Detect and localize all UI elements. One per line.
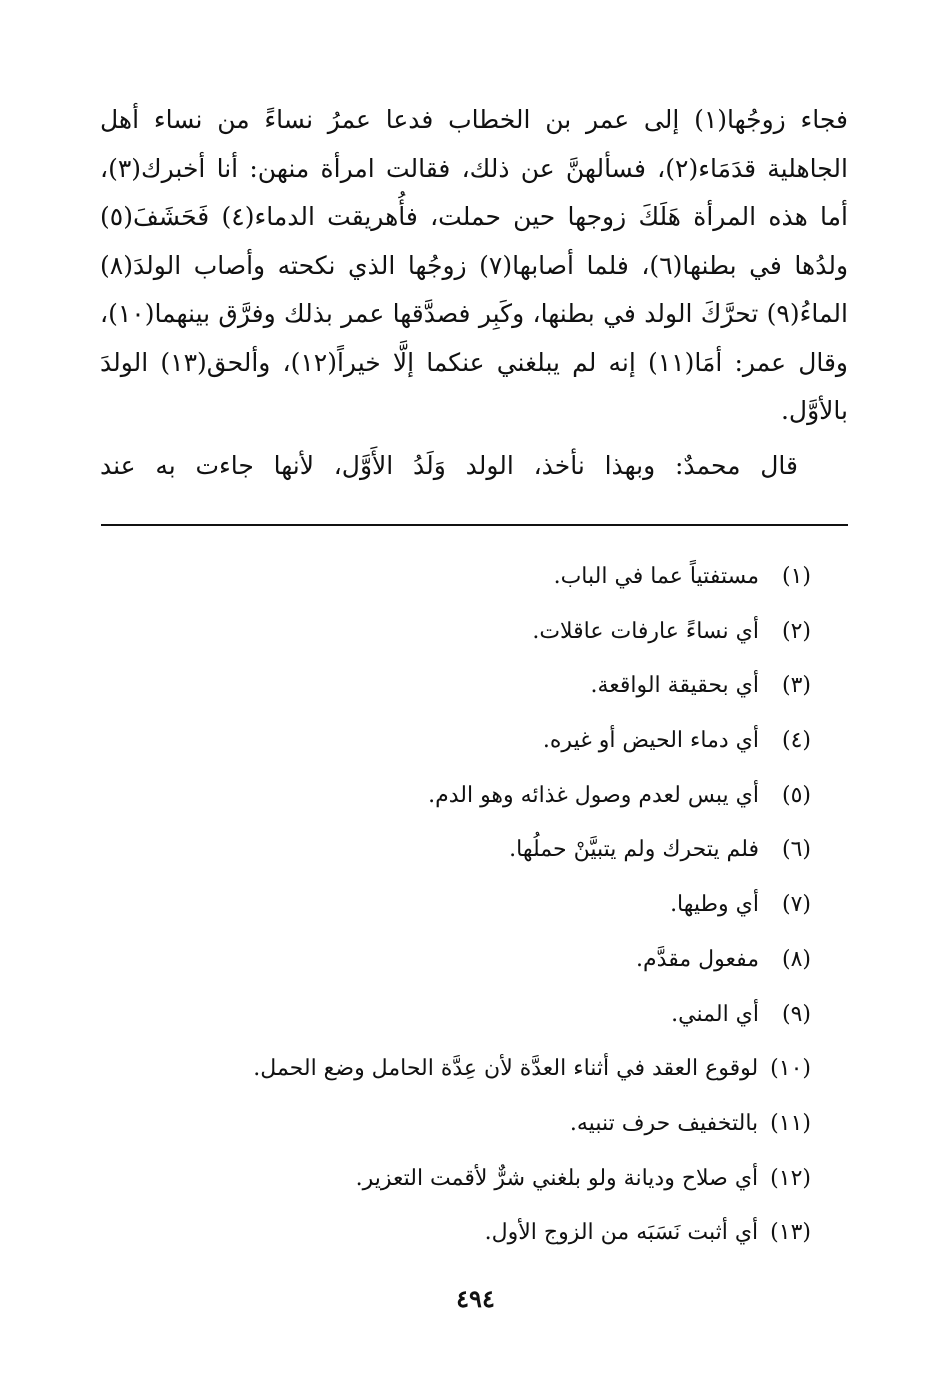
footnote-text: مستفتياً عما في الباب. xyxy=(553,564,759,589)
footnote-text: فلم يتحرك ولم يتبيَّنْ حملُها. xyxy=(509,837,759,863)
footnote-number: (٥) xyxy=(781,782,811,808)
footnote-number: (٢) xyxy=(781,618,811,644)
footnotes-list xyxy=(171,550,811,1261)
footnote-number: (١٣) xyxy=(770,1220,811,1246)
footnote-number: (١١) xyxy=(770,1110,811,1136)
footnote-6 xyxy=(171,823,811,878)
footnote-text: أي المني. xyxy=(671,1001,759,1027)
footnote-13 xyxy=(171,1206,811,1261)
footnote-number: (١) xyxy=(781,564,811,589)
footnote-number: (٨) xyxy=(781,946,811,972)
footnote-9 xyxy=(171,988,811,1043)
footnote-11 xyxy=(171,1097,811,1152)
body-paragraph-1: فجاء زوجُها(١) إلى عمر بن الخطاب فدعا عمرُ نساءً من نساء أهل الجاهلية قدَمَاء(٢)، فسألهنَّ عن ذلك، فقالت امرأة منهن: أنا أخبرك(٣)، أما هذه المرأة هَلَكَ زوجها حين حملت، فأُهريقت الدماء(٤) فَحَشَفَ(٥) ولدُها في بطنها(٦)، فلما أصابها(٧) زوجُها الذي نكحته وأصاب الولدَ(٨) الماءُ(٩) تحرَّكَ الولد في بطنها، وكَبِر فصدَّقها عمر بذلك وفرَّق بينهما(١٠)، وقال عمر: أمَا(١١) إنه لم يبلغني عنكما إلَّا خيراً(١٢)، وألحق(١٣) الولدَ بالأوَّل. xyxy=(100,105,849,425)
footnote-text: أي بحقيقة الواقعة. xyxy=(590,673,759,699)
footnote-5 xyxy=(171,769,811,824)
footnote-text: بالتخفيف حرف تنبيه. xyxy=(569,1110,759,1136)
body-paragraph-2: قال محمدٌ: وبهذا نأخذ، الولد وَلَدُ الأَوَّل، لأنها جاءت به عند xyxy=(100,450,798,480)
footnote-1 xyxy=(171,550,811,605)
footnote-number: (٦) xyxy=(781,837,811,863)
footnote-text: لوقوع العقد في أثناء العدَّة لأن عِدَّة الحامل وضع الحمل. xyxy=(253,1056,759,1082)
footnote-10 xyxy=(171,1042,811,1097)
footnote-number: (٧) xyxy=(781,892,811,918)
footnote-3 xyxy=(171,659,811,714)
footnote-number: (٤) xyxy=(781,728,811,754)
footnote-8 xyxy=(171,933,811,988)
footnote-12 xyxy=(171,1152,811,1207)
main-text xyxy=(100,96,848,490)
footnote-text: مفعول مقدَّم. xyxy=(636,946,759,972)
footnote-text: أي صلاح وديانة ولو بلغني شرٌّ لأقمت التعزير. xyxy=(355,1165,759,1191)
footnote-text: أي وطيها. xyxy=(670,892,759,918)
footnote-text: أي أثبت نَسَبَه من الزوج الأول. xyxy=(484,1220,759,1246)
footnote-2 xyxy=(171,605,811,660)
footnote-separator xyxy=(101,524,848,526)
footnote-7 xyxy=(171,878,811,933)
footnote-number: (١٠) xyxy=(770,1056,811,1082)
footnote-text: أي يبس لعدم وصول غذائه وهو الدم. xyxy=(428,782,759,808)
footnote-text: أي دماء الحيض أو غيره. xyxy=(542,728,759,754)
page-number: ٤٩٤ xyxy=(456,1284,495,1313)
footnote-number: (٣) xyxy=(781,673,811,699)
footnote-4 xyxy=(171,714,811,769)
footnote-number: (٩) xyxy=(781,1001,811,1027)
footnote-number: (١٢) xyxy=(770,1165,811,1191)
footnote-text: أي نساءً عارفات عاقلات. xyxy=(532,618,759,644)
